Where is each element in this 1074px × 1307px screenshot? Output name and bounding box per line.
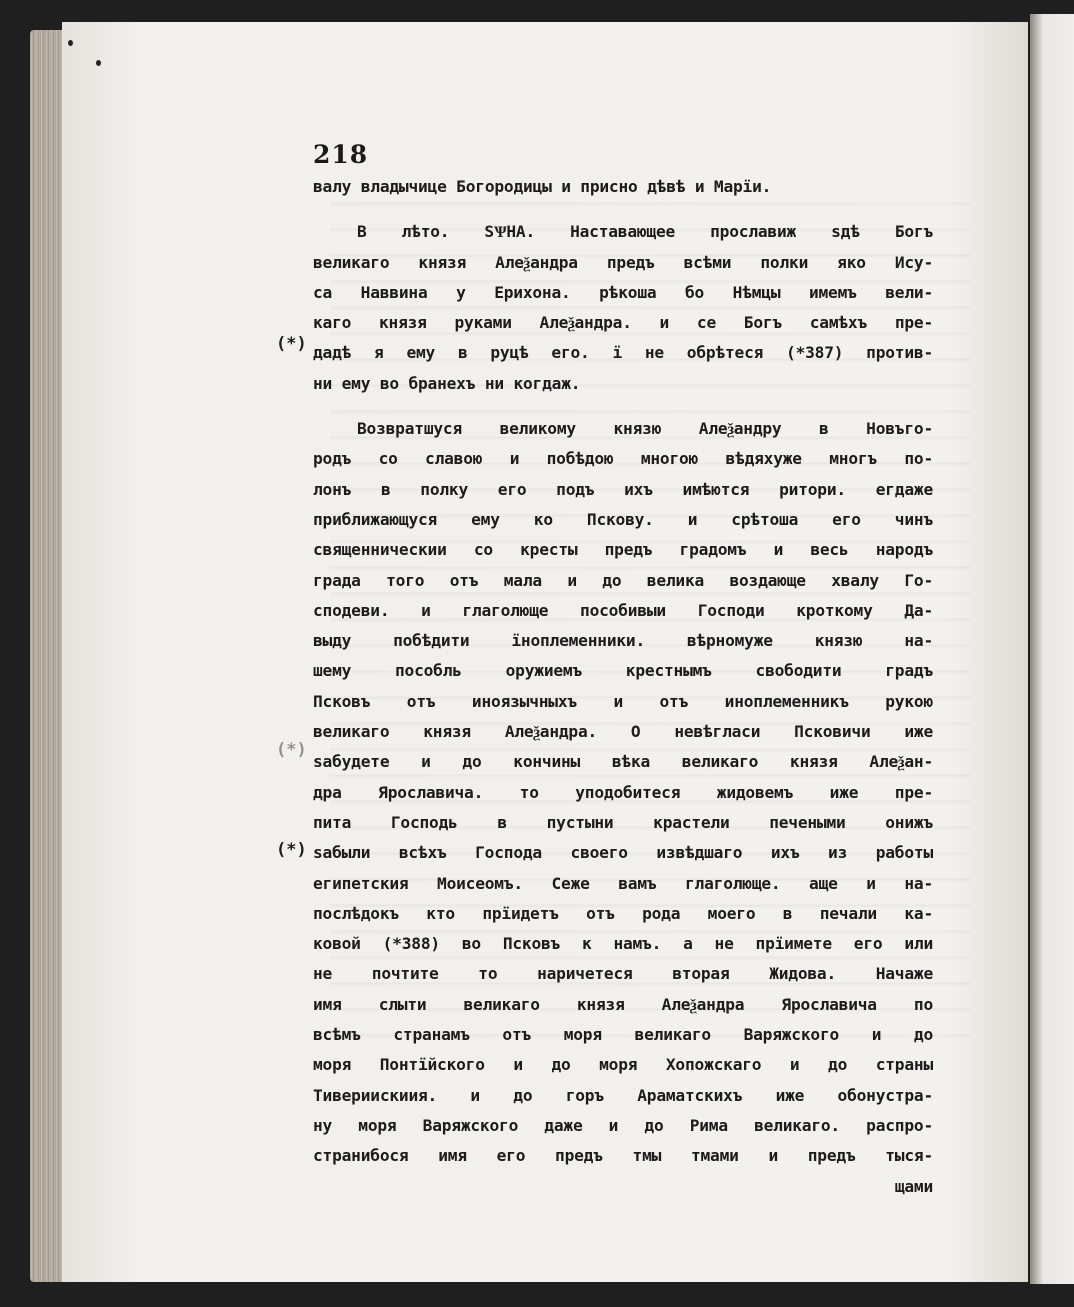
text-line: дра Ярославича. то уподобитеся жидовемъ иже пре- [313, 782, 933, 802]
text-line: всѣмъ странамъ отъ моря великаго Варяжского и до [313, 1025, 933, 1045]
text-line: сподеви. и глаголюще пособивыи Господи кроткому Да- [313, 600, 933, 620]
paragraph-gap [313, 202, 933, 217]
text-line: дадѣ я ему в руцѣ его. ї не обрѣтеся (*387) против- [313, 343, 933, 363]
text-block [313, 172, 933, 1202]
text-line: шему пособль оружиемъ крестнымъ свободити градъ [313, 661, 933, 681]
text-line: са Наввина у Ерихона. рѣкоша бо Нѣмцы имемъ вели- [313, 282, 933, 302]
next-page-edge [1030, 14, 1074, 1284]
text-line: валу владычице Богородицы и присно дѣвѣ и Марїи. [313, 177, 772, 196]
text-line: приближающуся ему ко Пскову. и срѣтоша его чинъ [313, 509, 933, 529]
text-line: ѕабудете и до кончины вѣка великаго князя Алеѯан- [313, 752, 933, 772]
paragraph-gap [313, 399, 933, 414]
text-line: щами [894, 1176, 933, 1196]
text-line: священническии со кресты предъ градомъ и весь народъ [313, 540, 933, 560]
speck [68, 40, 73, 46]
speck [96, 60, 101, 66]
footnote-marker: (*) [276, 840, 307, 860]
text-line: Тивериискиия. и до горъ Араматскихъ иже обонустра- [313, 1085, 933, 1105]
text-line: пита Господь в пустыни крастели печеными онижъ [313, 812, 933, 832]
text-line: Псковъ отъ иноязычныхъ и отъ иноплеменникъ рукою [313, 691, 933, 711]
text-line: В лѣто. ЅѰНА. Наставающее прославиж ѕдѣ Богъ [357, 222, 933, 242]
text-line: лонъ в полку его подъ ихъ имѣются ритори. егдаже [313, 479, 933, 499]
text-line: града того отъ мала и до велика воздающе хвалу Го- [313, 570, 933, 590]
footnote-marker: (*) [276, 740, 307, 760]
text-line: великаго князя Алеѯандра предъ всѣми полки яко Ису- [313, 252, 933, 272]
text-line: египетския Моисеомъ. Сеже вамъ глаголюще. аще и на- [313, 873, 933, 893]
text-line: ѕабыли всѣхъ Господа своего извѣдшаго ихъ из работы [313, 843, 933, 863]
page-number: 218 [313, 140, 369, 169]
text-line: каго князя руками Алеѯандра. и се Богъ самѣхъ пре- [313, 313, 933, 333]
text-line: родъ со славою и побѣдою многою вѣдяхуже многъ по- [313, 449, 933, 469]
text-line: не почтите то наричетеся вторая Жидова. Начаже [313, 964, 933, 984]
text-line: Возвратшуся великому князю Алеѯандру в Новъго- [357, 419, 933, 439]
text-line: странибося имя его предъ тмы тмами и предъ тыся- [313, 1146, 933, 1166]
text-line: послѣдокъ кто прїидетъ отъ рода моего в печали ка- [313, 903, 933, 923]
text-line: моря Понтїйского и до моря Хопожскаго и до страны [313, 1055, 933, 1075]
text-line: ковой (*388) во Псковъ к намъ. а не прїимете его или [313, 934, 933, 954]
footnote-marker: (*) [276, 334, 307, 354]
text-line: великаго князя Алеѯандра. О невѣгласи Псковичи иже [313, 722, 933, 742]
text-line: ни ему во бранехъ ни когдаж. [313, 373, 581, 393]
text-line: ну моря Варяжского даже и до Рима великаго. распро- [313, 1115, 933, 1135]
text-line: выду побѣдити їноплеменники. вѣрномуже князю на- [313, 631, 933, 651]
text-line: имя слыти великаго князя Алеѯандра Ярославича по [313, 994, 933, 1014]
